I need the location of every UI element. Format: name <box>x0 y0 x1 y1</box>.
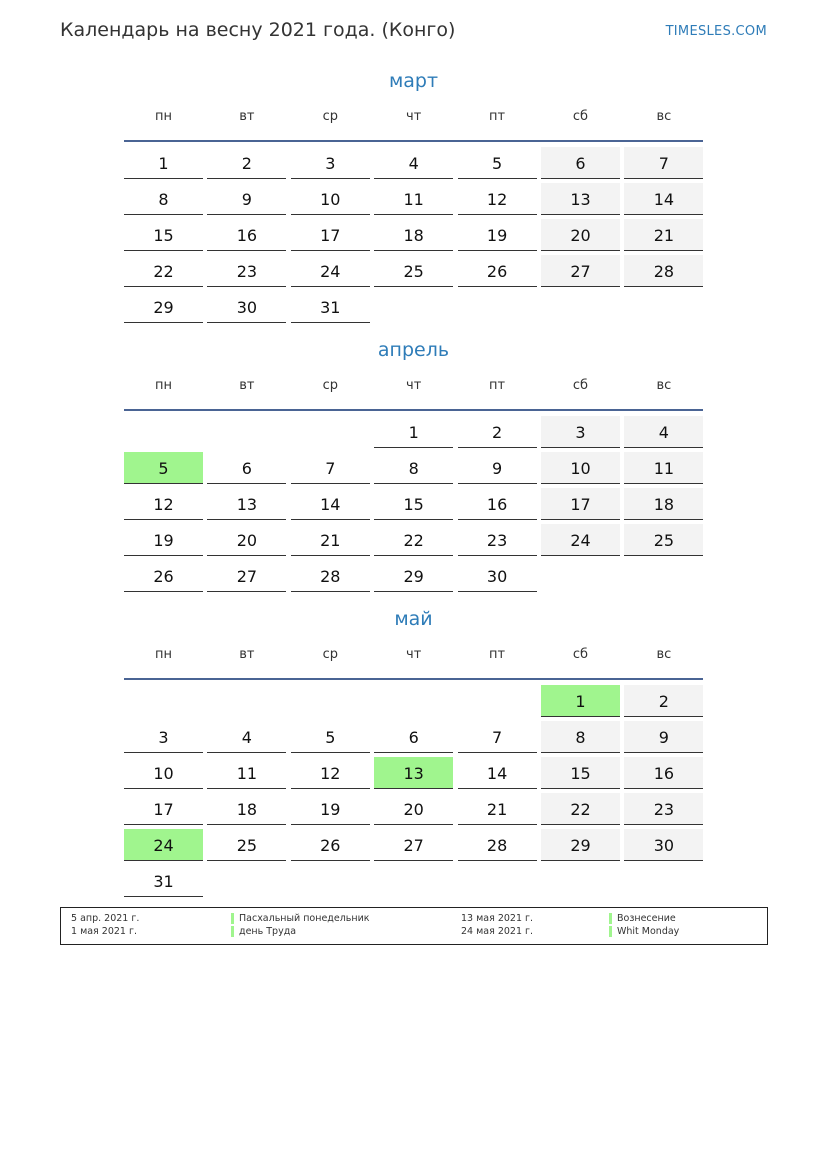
weekday-header <box>124 363 703 411</box>
day-cell: 31 <box>291 291 370 323</box>
month-1 <box>124 337 703 596</box>
day-cell: 30 <box>458 560 537 592</box>
day-cell: 22 <box>124 255 203 287</box>
day-cell: 3 <box>291 147 370 179</box>
weekday-label: ср <box>322 647 338 662</box>
day-cell: 21 <box>458 793 537 825</box>
day-cell: 24 <box>291 255 370 287</box>
weekday-label: сб <box>572 109 589 124</box>
day-cell: 10 <box>291 183 370 215</box>
day-cell: 24 <box>541 524 620 556</box>
day-cell: 28 <box>624 255 703 287</box>
day-cell: 28 <box>291 560 370 592</box>
weekday-label: вт <box>239 647 255 662</box>
day-cell: 19 <box>291 793 370 825</box>
day-cell: 21 <box>624 219 703 251</box>
day-cell: 19 <box>458 219 537 251</box>
weekday-label: пн <box>155 647 172 662</box>
weekday-label: пт <box>489 109 506 124</box>
day-cell: 14 <box>291 488 370 520</box>
day-cell: 14 <box>458 757 537 789</box>
day-cell: 12 <box>124 488 203 520</box>
day-cell: 28 <box>458 829 537 861</box>
legend-holiday-name: Вознесение <box>609 913 676 924</box>
day-cell: 18 <box>207 793 286 825</box>
month-title: май <box>394 608 433 630</box>
day-cell: 3 <box>541 416 620 448</box>
day-cell: 25 <box>624 524 703 556</box>
day-cell: 25 <box>374 255 453 287</box>
weekday-label: ср <box>322 109 338 124</box>
day-cell: 1 <box>374 416 453 448</box>
day-cell: 5 <box>458 147 537 179</box>
weekday-label: вт <box>239 109 255 124</box>
weekday-label: ср <box>322 378 338 393</box>
day-cell: 17 <box>124 793 203 825</box>
day-cell: 24 <box>124 829 203 861</box>
site-link[interactable]: TIMESLES.COM <box>665 24 767 39</box>
day-cell: 26 <box>124 560 203 592</box>
day-cell: 7 <box>624 147 703 179</box>
day-cell: 17 <box>291 219 370 251</box>
month-title: март <box>388 70 439 92</box>
day-cell: 3 <box>124 721 203 753</box>
day-cell: 16 <box>458 488 537 520</box>
day-cell: 29 <box>374 560 453 592</box>
day-cell: 15 <box>374 488 453 520</box>
legend-date: 24 мая 2021 г. <box>461 926 534 937</box>
day-cell: 5 <box>124 452 203 484</box>
day-cell: 4 <box>207 721 286 753</box>
weekday-header <box>124 94 703 142</box>
day-cell: 7 <box>458 721 537 753</box>
weekday-label: пт <box>489 378 506 393</box>
weekday-label: чт <box>406 647 422 662</box>
day-cell: 26 <box>291 829 370 861</box>
day-cell: 6 <box>541 147 620 179</box>
day-cell: 20 <box>541 219 620 251</box>
day-cell: 20 <box>374 793 453 825</box>
day-cell: 1 <box>124 147 203 179</box>
day-cell: 17 <box>541 488 620 520</box>
day-cell: 13 <box>374 757 453 789</box>
day-cell: 18 <box>624 488 703 520</box>
day-cell: 2 <box>207 147 286 179</box>
day-cell: 1 <box>541 685 620 717</box>
day-cell: 16 <box>624 757 703 789</box>
legend-date: 1 мая 2021 г. <box>71 926 137 937</box>
day-cell: 14 <box>624 183 703 215</box>
day-cell: 8 <box>374 452 453 484</box>
day-cell: 11 <box>207 757 286 789</box>
weekday-label: сб <box>572 647 589 662</box>
weekday-label: вс <box>656 647 672 662</box>
day-cell: 13 <box>207 488 286 520</box>
day-cell: 22 <box>541 793 620 825</box>
month-0 <box>124 68 703 327</box>
day-cell: 23 <box>624 793 703 825</box>
day-cell: 11 <box>624 452 703 484</box>
weekday-label: пн <box>155 378 172 393</box>
day-cell: 19 <box>124 524 203 556</box>
weekday-label: вс <box>656 378 672 393</box>
day-cell: 30 <box>624 829 703 861</box>
day-cell: 8 <box>124 183 203 215</box>
day-cell: 2 <box>624 685 703 717</box>
weekday-label: вт <box>239 378 255 393</box>
day-cell: 12 <box>458 183 537 215</box>
month-2 <box>124 606 703 900</box>
day-cell: 6 <box>374 721 453 753</box>
day-cell: 4 <box>374 147 453 179</box>
day-cell: 8 <box>541 721 620 753</box>
day-cell: 6 <box>207 452 286 484</box>
day-cell: 2 <box>458 416 537 448</box>
day-cell: 15 <box>124 219 203 251</box>
day-cell: 13 <box>541 183 620 215</box>
legend-holiday-name: Whit Monday <box>609 926 679 937</box>
day-cell: 4 <box>624 416 703 448</box>
day-cell: 18 <box>374 219 453 251</box>
day-cell: 16 <box>207 219 286 251</box>
day-cell: 12 <box>291 757 370 789</box>
day-cell: 5 <box>291 721 370 753</box>
legend-date: 5 апр. 2021 г. <box>71 913 140 924</box>
weekday-label: вс <box>656 109 672 124</box>
weekday-header <box>124 632 703 680</box>
weekday-label: чт <box>406 378 422 393</box>
day-cell: 21 <box>291 524 370 556</box>
page-title: Календарь на весну 2021 года. (Конго) <box>60 19 456 41</box>
day-cell: 27 <box>207 560 286 592</box>
day-cell: 25 <box>207 829 286 861</box>
day-cell: 15 <box>541 757 620 789</box>
day-cell: 10 <box>541 452 620 484</box>
weekday-label: пт <box>489 647 506 662</box>
weekday-label: сб <box>572 378 589 393</box>
legend-date: 13 мая 2021 г. <box>461 913 534 924</box>
day-cell: 22 <box>374 524 453 556</box>
weekday-label: чт <box>406 109 422 124</box>
day-cell: 9 <box>624 721 703 753</box>
day-cell: 29 <box>541 829 620 861</box>
day-cell: 27 <box>374 829 453 861</box>
day-cell: 30 <box>207 291 286 323</box>
legend-holiday-name: Пасхальный понедельник <box>231 913 370 924</box>
day-cell: 9 <box>207 183 286 215</box>
day-cell: 27 <box>541 255 620 287</box>
day-cell: 11 <box>374 183 453 215</box>
day-cell: 7 <box>291 452 370 484</box>
day-cell: 26 <box>458 255 537 287</box>
legend-holiday-name: день Труда <box>231 926 296 937</box>
day-cell: 9 <box>458 452 537 484</box>
weekday-label: пн <box>155 109 172 124</box>
day-cell: 23 <box>458 524 537 556</box>
day-cell: 29 <box>124 291 203 323</box>
day-cell: 20 <box>207 524 286 556</box>
month-title: апрель <box>377 339 450 361</box>
day-cell: 23 <box>207 255 286 287</box>
holiday-legend <box>60 907 768 945</box>
day-cell: 10 <box>124 757 203 789</box>
day-cell: 31 <box>124 865 203 897</box>
